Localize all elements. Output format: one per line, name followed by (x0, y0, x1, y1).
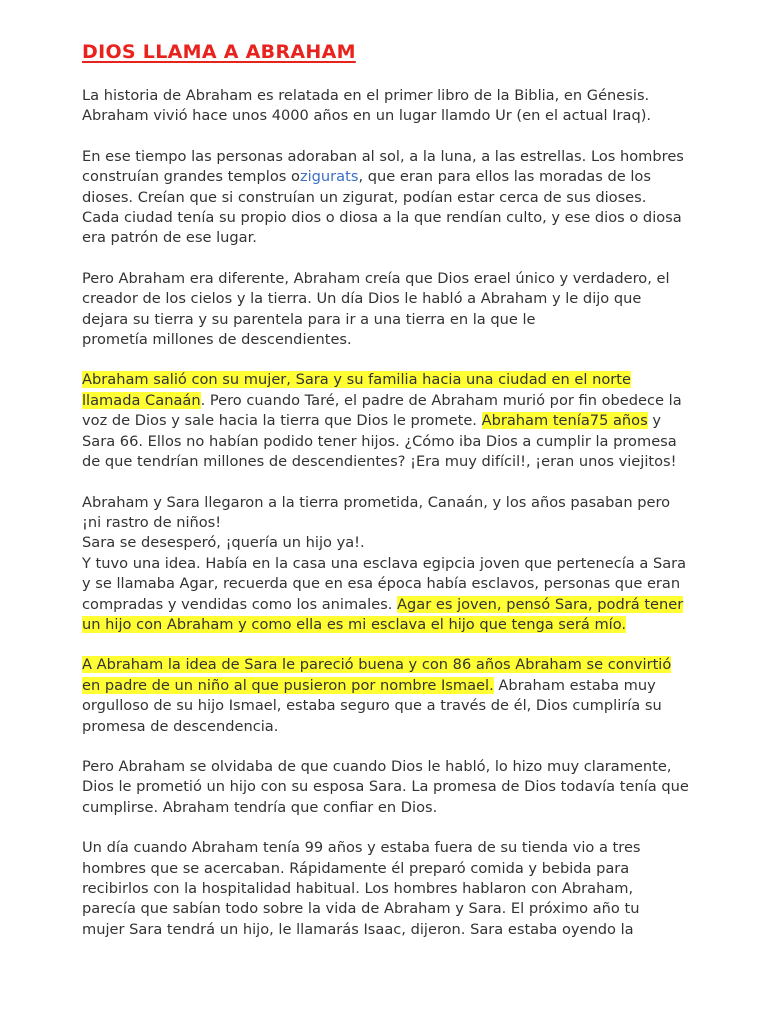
text-segment: Abraham y Sara llegaron a la tierra prometida, Canaán, y los años pasaban pero (82, 493, 671, 511)
text-segment: dejara su tierra y su parentela para ir a una tierra en la que le (82, 310, 536, 328)
text-segment: Cada ciudad tenía su propio dios o diosa a la que rendían culto, y ese dios o diosa (82, 209, 682, 227)
text-line (82, 310, 708, 330)
highlighted-text: Agar es joven, pensó Sara, podrá tener (397, 595, 684, 613)
text-line (82, 777, 708, 797)
text-line (82, 330, 708, 350)
paragraph (82, 838, 708, 940)
text-segment: Dios le prometió un hijo con su esposa Sara. La promesa de Dios todavía tenía que (82, 778, 689, 796)
highlighted-text: Abraham salió con su mujer, Sara y su familia hacia una ciudad en el norte (82, 371, 631, 389)
text-line (82, 188, 708, 208)
text-line (82, 838, 708, 858)
text-line (82, 574, 708, 594)
highlighted-text: en padre de un niño al que pusieron por nombre Ismael. (82, 676, 494, 694)
text-segment: prometía millones de descendientes. (82, 331, 352, 349)
text-segment: Sara 66. Ellos no habían podido tener hijos. ¿Cómo iba Dios a cumplir la promesa (82, 432, 677, 450)
text-segment: cumplirse. Abraham tendría que confiar en Dios. (82, 798, 438, 816)
text-segment: de que tendrían millones de descendientes? ¡Era muy difícil!, ¡eran unos viejitos! (82, 453, 677, 471)
text-line (82, 533, 708, 553)
highlighted-text: un hijo con Abraham y como ella es mi esclava el hijo que tenga será mío. (82, 615, 627, 633)
text-line (82, 899, 708, 919)
text-segment: promesa de descendencia. (82, 717, 279, 735)
text-segment: Pero Abraham era diferente, Abraham creía que Dios erael único y verdadero, el (82, 269, 670, 287)
text-segment: era patrón de ese lugar. (82, 229, 257, 247)
paragraph (82, 86, 708, 127)
text-line (82, 717, 708, 737)
text-line (82, 615, 708, 635)
paragraph (82, 147, 708, 249)
highlighted-text: A Abraham la idea de Sara le pareció buena y con 86 años Abraham se convirtió (82, 656, 672, 674)
paragraph (82, 655, 708, 737)
text-line (82, 391, 708, 411)
zigurats-link[interactable]: zigurats (299, 168, 359, 186)
text-segment: En ese tiempo las personas adoraban al sol, a la luna, a las estrellas. Los hombres (82, 147, 684, 165)
text-line (82, 452, 708, 472)
text-segment: hombres que se acercaban. Rápidamente él preparó comida y bebida para (82, 859, 630, 877)
highlighted-text: Abraham tenía75 años (481, 412, 648, 430)
text-segment: creador de los cielos y la tierra. Un día Dios le habló a Abraham y le dijo que (82, 290, 642, 308)
text-segment: Y tuvo una idea. Había en la casa una esclava egipcia joven que pertenecía a Sara (82, 554, 687, 572)
text-line (82, 493, 708, 513)
text-segment: La historia de Abraham es relatada en el primer libro de la Biblia, en Génesis. (82, 87, 650, 104)
text-line (82, 208, 708, 228)
text-line (82, 411, 708, 431)
text-line (82, 554, 708, 574)
text-line (82, 147, 708, 167)
text-segment: Un día cuando Abraham tenía 99 años y estaba fuera de su tienda vio a tres (82, 839, 641, 857)
document-body (82, 86, 708, 940)
text-line (82, 106, 708, 126)
text-segment: . Pero cuando Taré, el padre de Abraham murió por fin obedece la (200, 391, 682, 409)
text-line (82, 655, 708, 675)
text-line (82, 513, 708, 533)
text-segment: Abraham vivió hace unos 4000 años en un lugar llamdo Ur (en el actual Iraq). (82, 107, 652, 125)
paragraph (82, 370, 708, 472)
text-line (82, 859, 708, 879)
text-segment: mujer Sara tendrá un hijo, le llamarás Isaac, dijeron. Sara estaba oyendo la (82, 920, 634, 938)
text-segment: ¡ni rastro de niños! (82, 513, 222, 531)
text-line (82, 289, 708, 309)
text-line (82, 432, 708, 452)
text-line (82, 269, 708, 289)
text-segment: y se llamaba Agar, recuerda que en esa época había esclavos, personas que eran (82, 575, 681, 593)
text-segment: recibirlos con la hospitalidad habitual. Los hombres hablaron con Abraham, (82, 880, 634, 897)
text-line (82, 676, 708, 696)
text-segment: y (647, 412, 661, 430)
text-segment: , que eran para ellos las moradas de los (358, 168, 651, 186)
text-segment: voz de Dios y sale hacia la tierra que Dios le promete. (82, 412, 482, 430)
page-title: DIOS LLAMA A ABRAHAM (82, 41, 356, 63)
text-segment: dioses. Creían que si construían un zigurat, podían estar cerca de sus dioses. (82, 188, 647, 206)
paragraph (82, 757, 708, 818)
text-line (82, 370, 708, 390)
text-line (82, 167, 708, 187)
text-segment: compradas y vendidas como los animales. (82, 595, 398, 613)
text-segment: orgulloso de su hijo Ismael, estaba seguro que a través de él, Dios cumpliría su (82, 697, 662, 715)
text-segment: Pero Abraham se olvidaba de que cuando Dios le habló, lo hizo muy claramente, (82, 757, 672, 775)
text-line (82, 757, 708, 777)
text-segment: parecía que sabían todo sobre la vida de Abraham y Sara. El próximo año tu (82, 900, 640, 918)
text-line (82, 879, 708, 899)
paragraph (82, 269, 708, 351)
text-line (82, 86, 708, 106)
text-segment: Sara se desesperó, ¡quería un hijo ya!. (82, 534, 365, 552)
text-line (82, 595, 708, 615)
text-line (82, 920, 708, 940)
highlighted-text: llamada Canaán (82, 391, 201, 409)
paragraph (82, 493, 708, 636)
text-segment: Abraham estaba muy (493, 676, 656, 694)
text-line (82, 228, 708, 248)
text-line (82, 696, 708, 716)
text-line (82, 798, 708, 818)
text-segment: construían grandes templos o (82, 168, 300, 186)
